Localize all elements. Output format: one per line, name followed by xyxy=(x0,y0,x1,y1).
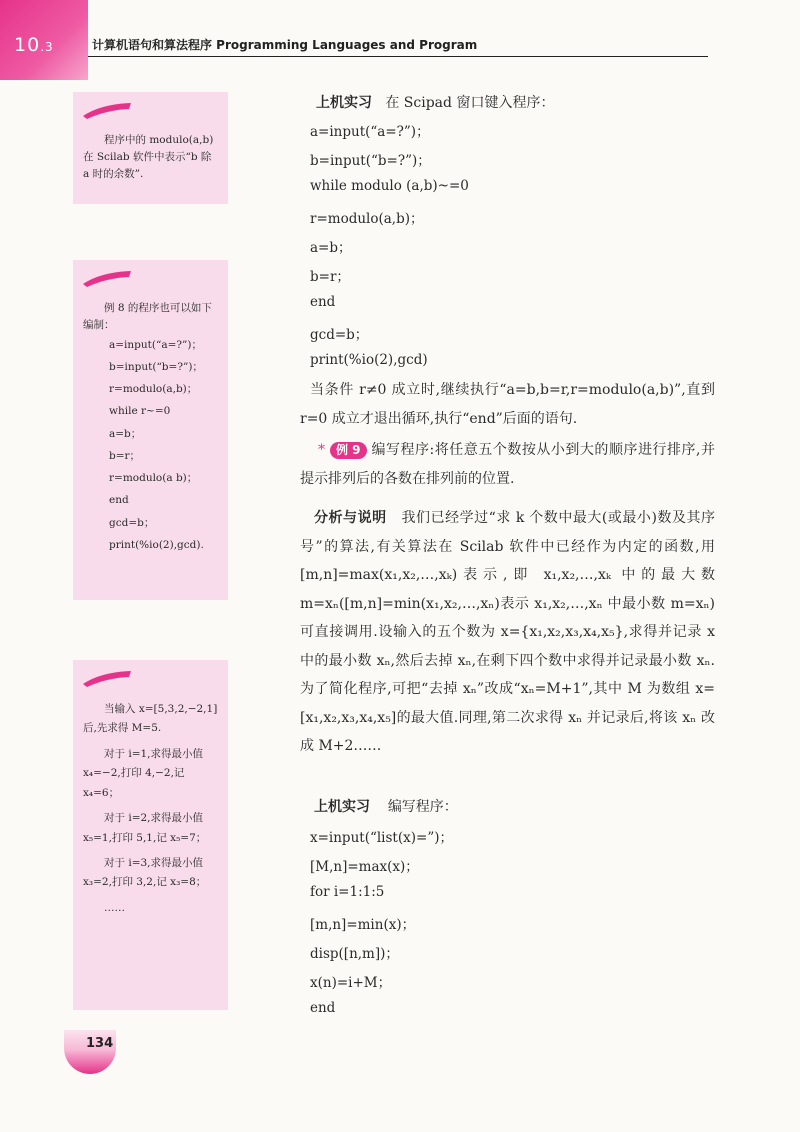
code-line: b=input(“b=?”)； xyxy=(310,153,431,169)
side-note-3 xyxy=(73,660,228,1010)
analysis-paragraph: 分析与说明 我们已经学过“求 k 个数中最大(或最小)数及其序号”的算法,有关算法在 Scilab 软件中已经作为内定的函数,用[m,n]=max(x₁,x₂,…,xₖ)表示,即 x₁,x₂,…,xₖ 中的最大数 m=xₙ([m,n]=min(x₁,x₂,…,xₙ)表示 x₁,x₂,…,xₙ 中最小数 m=xₙ)可直接调用.设输入的五个数为 x={x₁,x₂,x₃,x₄,x₅},求得并记录 x 中的最小数 xₙ,然后去掉 xₙ,在剩下四个数中求得并记录最小数 xₙ.为了简化程序,可把“去掉 xₙ”改成“xₙ=M+1”,其中 M 为数组 x=[x₁,x₂,x₃,x₄,x₅]的最大值.同理,第二次求得 xₙ 并记录后,将该 xₙ 改成 M+2…… xyxy=(300,510,715,754)
note-code-line: gcd=b； xyxy=(109,516,155,529)
code-line: for i=1:1:5 xyxy=(310,884,385,900)
note-code-line: b=input(“b=?”)； xyxy=(109,360,203,373)
note-text: 程序中的 modulo(a,b) 在 Scilab 软件中表示“b 除 a 时的余数”. xyxy=(83,134,214,180)
lab-heading-2: 上机实习 编写程序： xyxy=(314,799,458,815)
note-code-line: r=modulo(a,b)； xyxy=(109,383,198,396)
note-text: …… xyxy=(104,901,125,914)
code-line: end xyxy=(310,294,336,310)
note-code-line: b=r； xyxy=(109,449,141,462)
note-text: 对于 i=3,求得最小值 x₃=2,打印 3,2,记 x₃=8； xyxy=(83,856,207,889)
code-line: [M,n]=max(x)； xyxy=(310,859,419,875)
side-note-1 xyxy=(73,92,228,204)
lab-heading-1: 上机实习 在 Scipad 窗口键入程序： xyxy=(316,95,555,111)
running-header: 计算机语句和算法程序 Programming Languages and Program xyxy=(92,38,478,52)
code-line: [m,n]=min(x)； xyxy=(310,917,416,933)
page-number-tab xyxy=(64,1030,116,1074)
note-text: 对于 i=1,求得最小值 x₄=−2,打印 4,−2,记 x₄=6； xyxy=(83,747,204,799)
code-line: x(n)=i+M； xyxy=(310,975,392,991)
note-code-line: print(%io(2),gcd). xyxy=(109,538,204,551)
code-line: a=b； xyxy=(310,240,352,256)
note-code-line: a=b； xyxy=(109,427,142,440)
code-line: gcd=b； xyxy=(310,327,369,343)
code-line: print(%io(2),gcd) xyxy=(310,352,428,368)
side-note-2 xyxy=(73,260,228,600)
code-line: while modulo (a,b)~=0 xyxy=(310,178,469,194)
note-code-line: while r~=0 xyxy=(109,405,171,418)
example-badge: 例 9 xyxy=(330,442,367,459)
brush-stroke-icon xyxy=(81,268,133,288)
note-code-line: r=modulo(a b)； xyxy=(109,472,198,485)
code-line: r=modulo(a,b)； xyxy=(310,211,424,227)
code-line: b=r； xyxy=(310,269,350,285)
explanation-paragraph: 当条件 r≠0 成立时,继续执行“a=b,b=r,r=modulo(a,b)”,直到 r=0 成立才退出循环,执行“end”后面的语句. xyxy=(300,382,715,427)
header-rule xyxy=(88,56,708,57)
note-code-line: a=input(“a=?”)； xyxy=(109,338,202,351)
brush-stroke-icon xyxy=(81,668,133,688)
code-line: end xyxy=(310,1000,336,1016)
code-line: disp([n,m])； xyxy=(310,946,399,962)
note-text: 当输入 x=[5,3,2,−2,1]后,先求得 M=5. xyxy=(83,703,218,735)
brush-stroke-icon xyxy=(81,100,133,120)
section-number: 10.3 xyxy=(14,34,54,56)
page-number: 134 xyxy=(86,1036,114,1051)
note-text: 例 8 的程序也可以如下编制： xyxy=(83,302,212,331)
code-line: x=input(“list(x)=”)； xyxy=(310,830,453,846)
code-line: a=input(“a=?”)； xyxy=(310,124,430,140)
note-code-line: end xyxy=(109,494,129,507)
example-9: * 例 9 编写程序:将任意五个数按从小到大的顺序进行排序,并提示排列后的各数在排列前的位置. xyxy=(300,442,715,487)
note-text: 对于 i=2,求得最小值 x₅=1,打印 5,1,记 x₅=7； xyxy=(83,812,207,844)
